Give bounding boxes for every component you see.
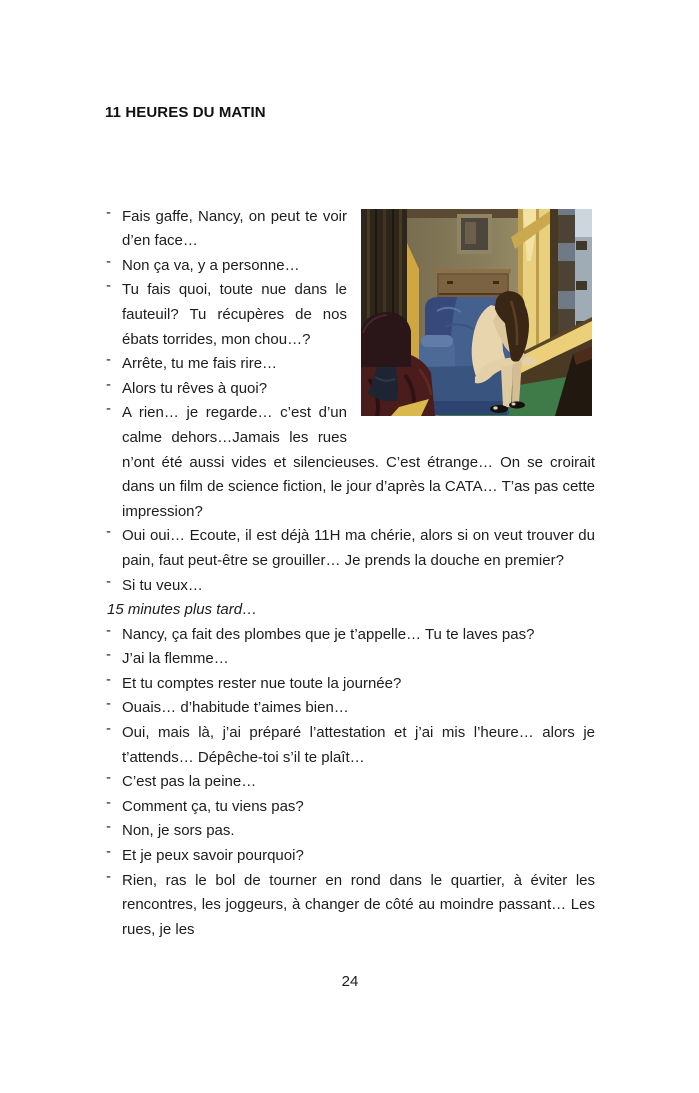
dialogue-line [105,869,595,943]
dialogue-line [105,819,595,844]
dash-marker: - [106,769,111,787]
dialogue-text: Et je peux savoir pourquoi? [122,847,304,865]
dialogue-text: Ouais… d’habitude t’aimes bien… [122,699,349,717]
dialogue-line [105,254,595,279]
dialogue-text: C’est pas la peine… [122,773,257,791]
dialogue-line [105,672,595,697]
dialogue-text: Tu fais quoi, toute nue dans le fauteuil? Tu récupères de nos ébats torrides, mon chou…? [122,281,347,348]
dash-marker: - [106,203,111,221]
dialogue-line [105,721,595,770]
dash-marker: - [106,523,111,541]
dash-marker: - [106,400,111,418]
dialogue-text: Si tu veux… [122,576,203,594]
dialogue-line [105,352,595,377]
dash-marker: - [106,252,111,270]
dash-marker: - [106,793,111,811]
dash-marker: - [106,375,111,393]
dialogue-line [105,598,595,623]
dialogue-text: Fais gaffe, Nancy, on peut te voir d’en face… [122,207,347,250]
dash-marker: - [106,572,111,590]
dash-marker: - [106,843,111,861]
dialogue-line [105,623,595,648]
dash-marker: - [106,720,111,738]
dialogue-text: Et tu comptes rester nue toute la journée? [122,674,402,692]
dialogue-text: 15 minutes plus tard… [107,601,258,619]
dialogue-text: Comment ça, tu viens pas? [122,797,304,815]
dialogue-list [105,205,595,943]
dash-marker: - [106,818,111,836]
dialogue-line [105,524,595,573]
dialogue-text: A rien… je regarde… c’est d’un calme dehors…Jamais les rues n’ont été aussi vides et silencieuses. C’est étrange… On se croirait dans un film de science fiction, le jour d’après la CATA… T’as pas cette impression? [122,404,595,520]
dash-marker: - [106,670,111,688]
dialogue-text: Rien, ras le bol de tourner en rond dans le quartier, à éviter les rencontres, les joggeurs, à changer de côté au moindre passant… Les rues, je les [122,871,595,938]
dialogue-text: Alors tu rêves à quoi? [122,379,268,397]
dialogue-line [105,647,595,672]
page-number: 24 [341,973,359,991]
dash-marker: - [106,621,111,639]
dialogue-text: Oui, mais là, j’ai préparé l’attestation et j’ai mis l’heure… alors je t’attends… Dépêche-toi s’il te plaît… [122,724,595,766]
dialogue-line [105,278,595,352]
dialogue-text: Oui oui… Ecoute, il est déjà 11H ma chérie, alors si on veut trouver du pain, faut peut-être se grouiller… Je prends la douche en premier? [122,527,595,569]
dialogue-text: Nancy, ça fait des plombes que je t’appelle… Tu te laves pas? [122,625,535,643]
dialogue-text: Non, je sors pas. [122,822,235,840]
dialogue-text: J’ai la flemme… [122,650,229,668]
dialogue-line [105,574,595,599]
dash-marker: - [106,646,111,664]
dash-marker: - [106,867,111,885]
dialogue-text: Arrête, tu me fais rire… [122,355,278,373]
dialogue-line [105,401,595,524]
dialogue-line [105,377,595,402]
dialogue-line [105,696,595,721]
page-title: 11 HEURES DU MATIN [105,104,266,121]
dialogue-text: Non ça va, y a personne… [122,256,300,274]
dialogue-line [105,795,595,820]
dialogue-line [105,205,595,254]
document-page [0,101,699,1093]
dash-marker: - [106,695,111,713]
dialogue-line [105,770,595,795]
dash-marker: - [106,351,111,369]
dialogue-line [105,844,595,869]
dash-marker: - [106,277,111,295]
